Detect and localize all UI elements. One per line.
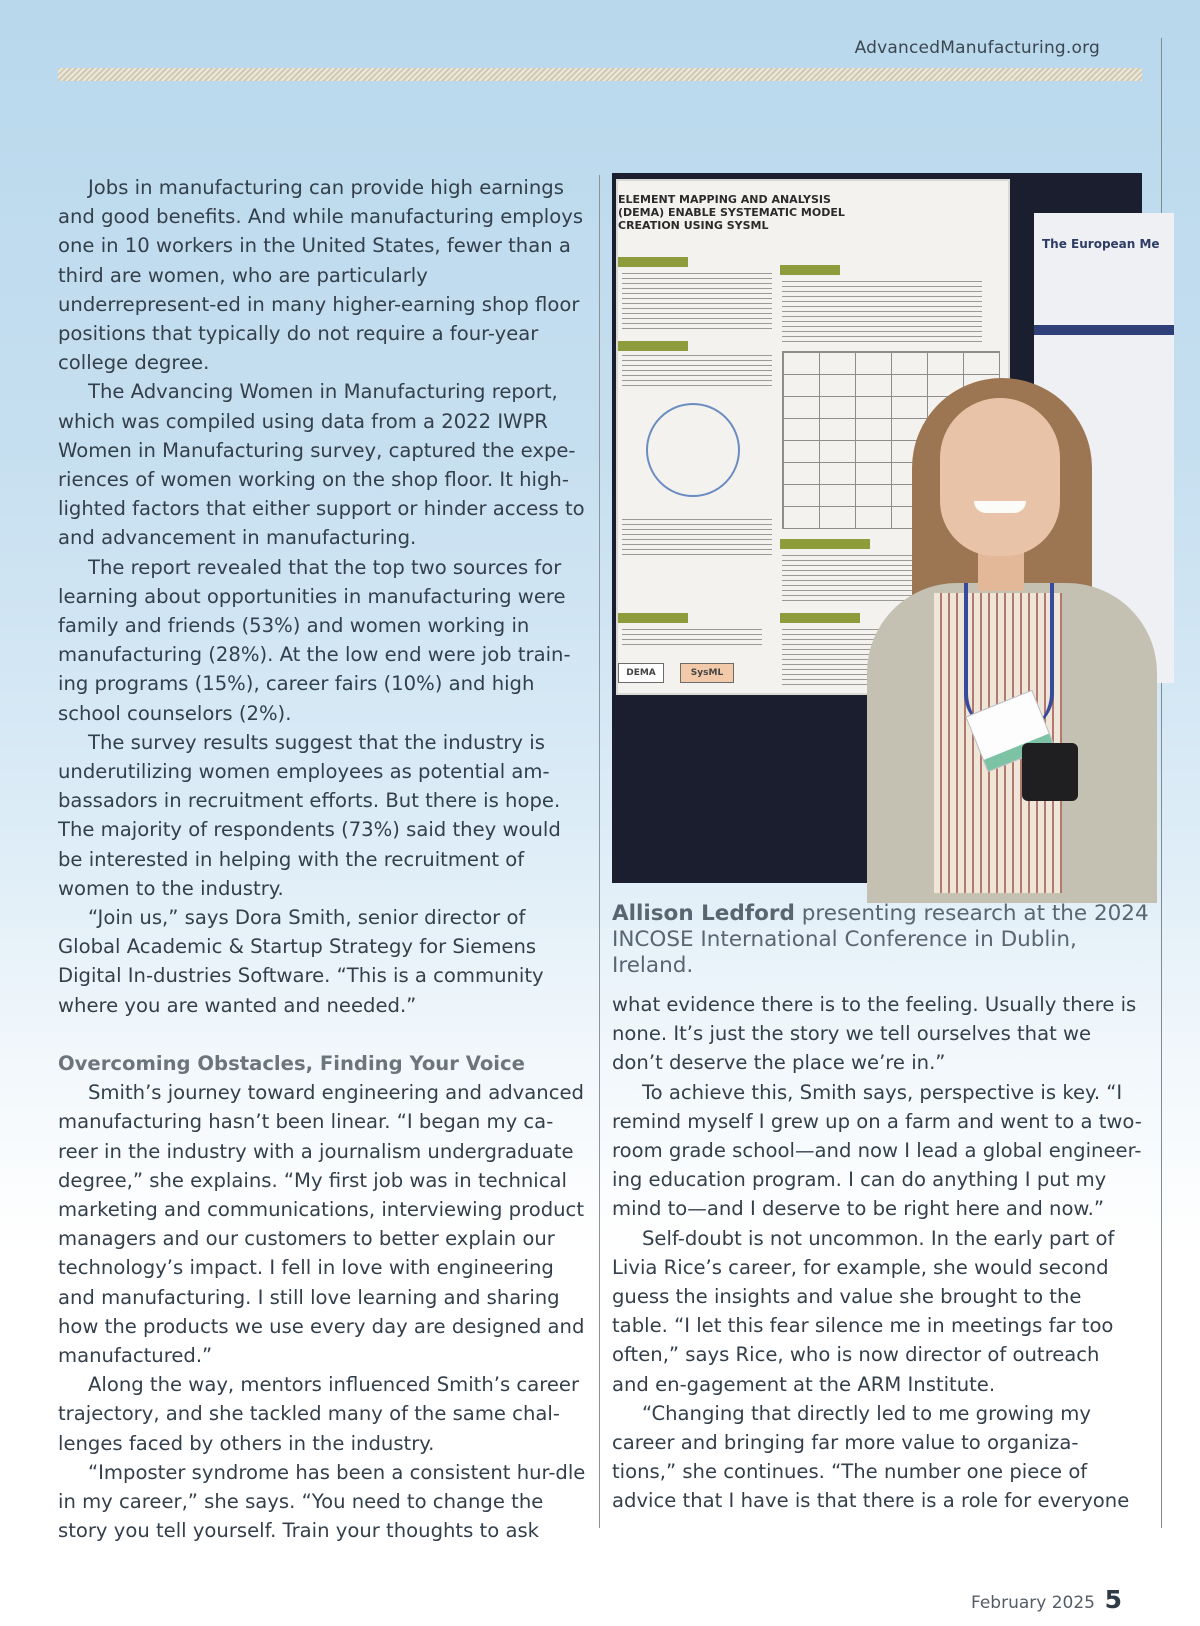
section-subheading: Overcoming Obstacles, Finding Your Voice bbox=[58, 1051, 525, 1075]
left-column bbox=[58, 173, 588, 1545]
presenter-face bbox=[940, 398, 1060, 556]
poster-section-band bbox=[618, 613, 688, 623]
paragraph: Smith’s journey toward engineering and advanced manufacturing hasn’t been linear. “I began my ca-reer in the industry with a journalism undergraduate degree,” she explains. “My first job was in technical marketing and communications, interviewing product managers and our customers to better explain our technology’s impact. I fell in love with engineering and manufacturing. I still love learning and sharing how the products we use every day are designed and manufactured.” bbox=[58, 1081, 585, 1367]
poster-diagram bbox=[646, 403, 740, 497]
column-divider bbox=[599, 175, 600, 1528]
poster-section-band bbox=[780, 613, 860, 623]
poster-text-block bbox=[622, 355, 772, 389]
paragraph: Self-doubt is not uncommon. In the early part of Livia Rice’s career, for example, she would second guess the insights and value she brought to the table. “I let this fear silence me in meetings far too often,” says Rice, who is now director of outreach and en-gagement at the ARM Institute. bbox=[612, 1226, 1115, 1396]
poster-text-block bbox=[622, 273, 772, 333]
right-column bbox=[612, 990, 1142, 1516]
hatched-rule bbox=[58, 68, 1142, 81]
site-url: AdvancedManufacturing.org bbox=[854, 38, 1100, 58]
poster-section-band bbox=[618, 257, 688, 267]
caption-name: Allison Ledford bbox=[612, 901, 795, 926]
photo-caption bbox=[612, 901, 1152, 979]
poster-text-block bbox=[622, 629, 762, 645]
paragraph: what evidence there is to the feeling. Usually there is none. It’s just the story we tell ourselves that we don’t deserve the place we’re in.” bbox=[612, 993, 1137, 1075]
caption-text: presenting research at the 2024 INCOSE International Conference in Dublin, Ireland. bbox=[612, 901, 1149, 978]
paragraph: Along the way, mentors influenced Smith’s career trajectory, and she tackled many of the same chal-lenges faced by others in the industry. bbox=[58, 1373, 580, 1455]
page-number: 5 bbox=[1104, 1585, 1122, 1614]
paragraph: Jobs in manufacturing can provide high earnings and good benefits. And while manufacturing employs one in 10 workers in the United States, fewer than a third are women, who are particularly underrepresent-ed in many higher-earning shop floor positions that typically do not require a four-year college degree. bbox=[58, 176, 584, 375]
paragraph: “Changing that directly led to me growing my career and bringing far more value to organiza-tions,” she continues. “The number one piece of advice that I have is that there is a role for everyone bbox=[612, 1401, 1130, 1513]
second-poster-title: The European Me bbox=[1042, 237, 1160, 251]
poster-section-band bbox=[780, 539, 870, 549]
paragraph: The survey results suggest that the industry is underutilizing women employees as potential am-bassadors in recruitment efforts. But there is hope. The majority of respondents (73%) said they would be interested in helping with the recruitment of women to the industry. bbox=[58, 730, 561, 900]
presenter-smile bbox=[974, 501, 1026, 513]
paragraph: “Join us,” says Dora Smith, senior director of Global Academic & Startup Strategy for Siemens Digital In-dustries Software. “This is a community where you are wanted and needed.” bbox=[58, 906, 544, 1017]
paragraph: The Advancing Women in Manufacturing report, which was compiled using data from a 2022 IWPR Women in Manufacturing survey, captured the expe-riences of women working on the shop floor. It high-lighted factors that either support or hinder access to and advancement in manufacturing. bbox=[58, 380, 585, 550]
poster-title: ELEMENT MAPPING AND ANALYSIS (DEMA) ENABLE SYSTEMATIC MODEL CREATION USING SYSML bbox=[618, 193, 845, 232]
paragraph: To achieve this, Smith says, perspective is key. “I remind myself I grew up on a farm and went to a two-room grade school—and now I lead a global engineer-ing education program. I can do anything I put my mind to—and I deserve to be right here and now.” bbox=[612, 1080, 1142, 1221]
badge-pouch bbox=[1022, 743, 1078, 801]
poster-section-band bbox=[780, 265, 840, 275]
conference-photo bbox=[612, 173, 1160, 883]
poster-section-band bbox=[618, 341, 688, 351]
paragraph: “Imposter syndrome has been a consistent hur-dle in my career,” she says. “You need to change the story you tell yourself. Train your thoughts to ask bbox=[58, 1460, 586, 1543]
poster-text-block bbox=[622, 519, 772, 559]
poster-text-block bbox=[782, 281, 982, 345]
issue-date: February 2025 bbox=[971, 1593, 1095, 1613]
poster-sysml-box: SysML bbox=[680, 663, 734, 683]
poster-section-band bbox=[1034, 325, 1174, 335]
poster-dema-box: DEMA bbox=[618, 663, 664, 683]
paragraph: The report revealed that the top two sources for learning about opportunities in manufacturing were family and friends (53%) and women working in manufacturing (28%). At the low end were job train-ing programs (15%), career fairs (10%) and high school counselors (2%). bbox=[58, 555, 571, 725]
